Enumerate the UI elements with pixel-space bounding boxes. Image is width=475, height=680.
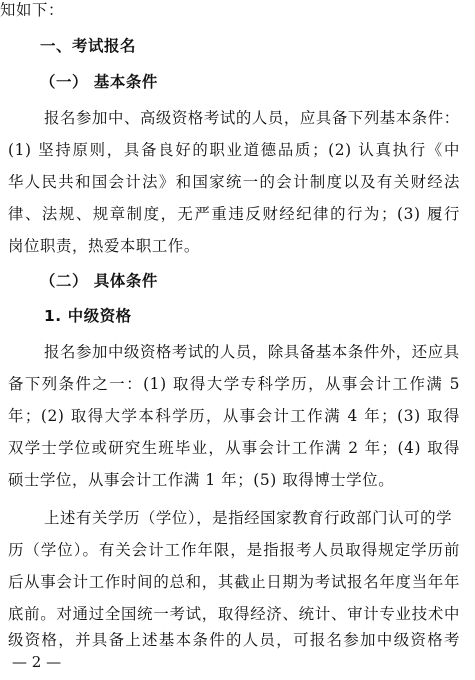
intermediate-conditions-line-2: 备下列条件之一：(1) 取得大学专科学历，从事会计工作满 5 (8, 375, 460, 393)
basic-conditions-line-5: 岗位职责，热爱本职工作。 (8, 237, 200, 255)
basic-conditions-line-3: 华人民共和国会计法》和国家统一的会计制度以及有关财经法 (8, 173, 460, 191)
intermediate-conditions-line-4: 双学士学位或研究生班毕业，从事会计工作满 2 年；(4) 取得 (8, 439, 460, 457)
subsection-heading-basic-conditions: （一） 基本条件 (40, 73, 158, 91)
subsection-heading-specific-conditions: （二） 具体条件 (40, 272, 158, 290)
section-heading-exam-registration: 一、考试报名 (40, 37, 136, 55)
basic-conditions-line-1: 报名参加中、高级资格考试的人员，应具备下列基本条件： (44, 109, 460, 127)
degree-explanation-line-4: 底前。对通过全国统一考试，取得经济、统计、审计专业技术中 (8, 605, 460, 623)
degree-explanation-line-1: 上述有关学历（学位），是指经国家教育行政部门认可的学 (44, 509, 453, 527)
intermediate-conditions-line-1: 报名参加中级资格考试的人员，除具备基本条件外，还应具 (44, 343, 460, 361)
basic-conditions-line-4: 律、法规、规章制度，无严重违反财经纪律的行为；(3) 履行 (8, 205, 460, 223)
basic-conditions-line-2: (1) 坚持原则，具备良好的职业道德品质；(2) 认真执行《中 (8, 141, 460, 159)
degree-explanation-line-5: 级资格，并具备上述基本条件的人员，可报名参加中级资格考 (8, 631, 460, 649)
degree-explanation-line-3: 后从事会计工作时间的总和，其截止日期为考试报名年度当年年 (8, 573, 460, 591)
intermediate-conditions-line-3: 年；(2) 取得大学本科学历，从事会计工作满 4 年；(3) 取得 (8, 407, 460, 425)
degree-explanation-line-2: 历（学位）。有关会计工作年限，是指报考人员取得规定学历前 (8, 541, 460, 559)
intermediate-conditions-line-5: 硕士学位，从事会计工作满 1 年；(5) 取得博士学位。 (8, 471, 395, 489)
top-fragment-text: 知如下： (0, 1, 64, 19)
page-number: — 2 — (12, 653, 62, 671)
item-heading-intermediate-qualification: 1. 中级资格 (44, 307, 132, 325)
